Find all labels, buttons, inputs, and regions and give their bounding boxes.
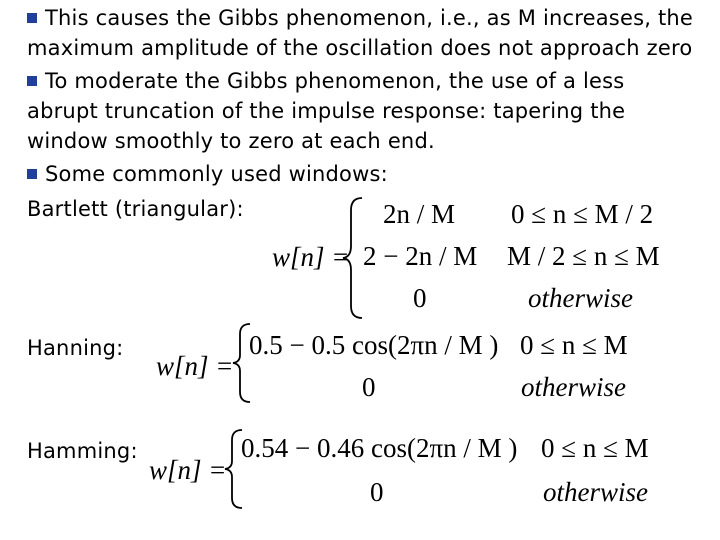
bullet-icon xyxy=(27,169,37,179)
text-line: abrupt truncation of the impulse response: tapering the xyxy=(27,99,626,123)
bullet-item-moderate xyxy=(27,67,624,95)
bullet-icon xyxy=(27,76,37,86)
text-line: window smoothly to zero at each end. xyxy=(27,129,435,153)
bullet-icon xyxy=(27,13,37,23)
bullet-text: To moderate the Gibbs phenomenon, the use of a less xyxy=(45,69,625,93)
bullet-text: Some commonly used windows: xyxy=(45,162,388,186)
bartlett-lhs: w[n] = xyxy=(272,242,350,272)
hanning-expr-2: 0 xyxy=(362,372,376,402)
bartlett-expr-3: 0 xyxy=(413,283,427,313)
hanning-label: Hanning: xyxy=(27,336,124,360)
hanning-expr-1: 0.5 − 0.5 cos(2πn / M ) xyxy=(249,330,499,360)
hamming-lhs: w[n] = xyxy=(149,455,227,485)
hamming-expr-2: 0 xyxy=(370,477,384,507)
text-line: maximum amplitude of the oscillation does not approach zero xyxy=(27,36,693,60)
hamming-cond-1: 0 ≤ n ≤ M xyxy=(541,433,649,463)
bartlett-expr-2: 2 − 2n / M xyxy=(363,241,478,271)
hamming-cond-2: otherwise xyxy=(543,477,648,507)
bullet-text: This causes the Gibbs phenomenon, i.e., as M increases, the xyxy=(45,6,694,30)
hanning-cond-2: otherwise xyxy=(521,372,626,402)
bullet-item-windows xyxy=(27,160,388,188)
bullet-item-gibbs xyxy=(27,4,693,32)
bartlett-cond-3: otherwise xyxy=(528,283,633,313)
bartlett-label: Bartlett (triangular): xyxy=(27,197,244,221)
hanning-cond-1: 0 ≤ n ≤ M xyxy=(520,330,628,360)
bartlett-cond-2: M / 2 ≤ n ≤ M xyxy=(507,241,660,271)
bartlett-cond-1: 0 ≤ n ≤ M / 2 xyxy=(511,199,654,229)
hanning-lhs: w[n] = xyxy=(156,351,234,381)
hamming-label: Hamming: xyxy=(27,439,138,463)
bartlett-expr-1: 2n / M xyxy=(383,199,456,229)
hamming-expr-1: 0.54 − 0.46 cos(2πn / M ) xyxy=(241,433,518,463)
